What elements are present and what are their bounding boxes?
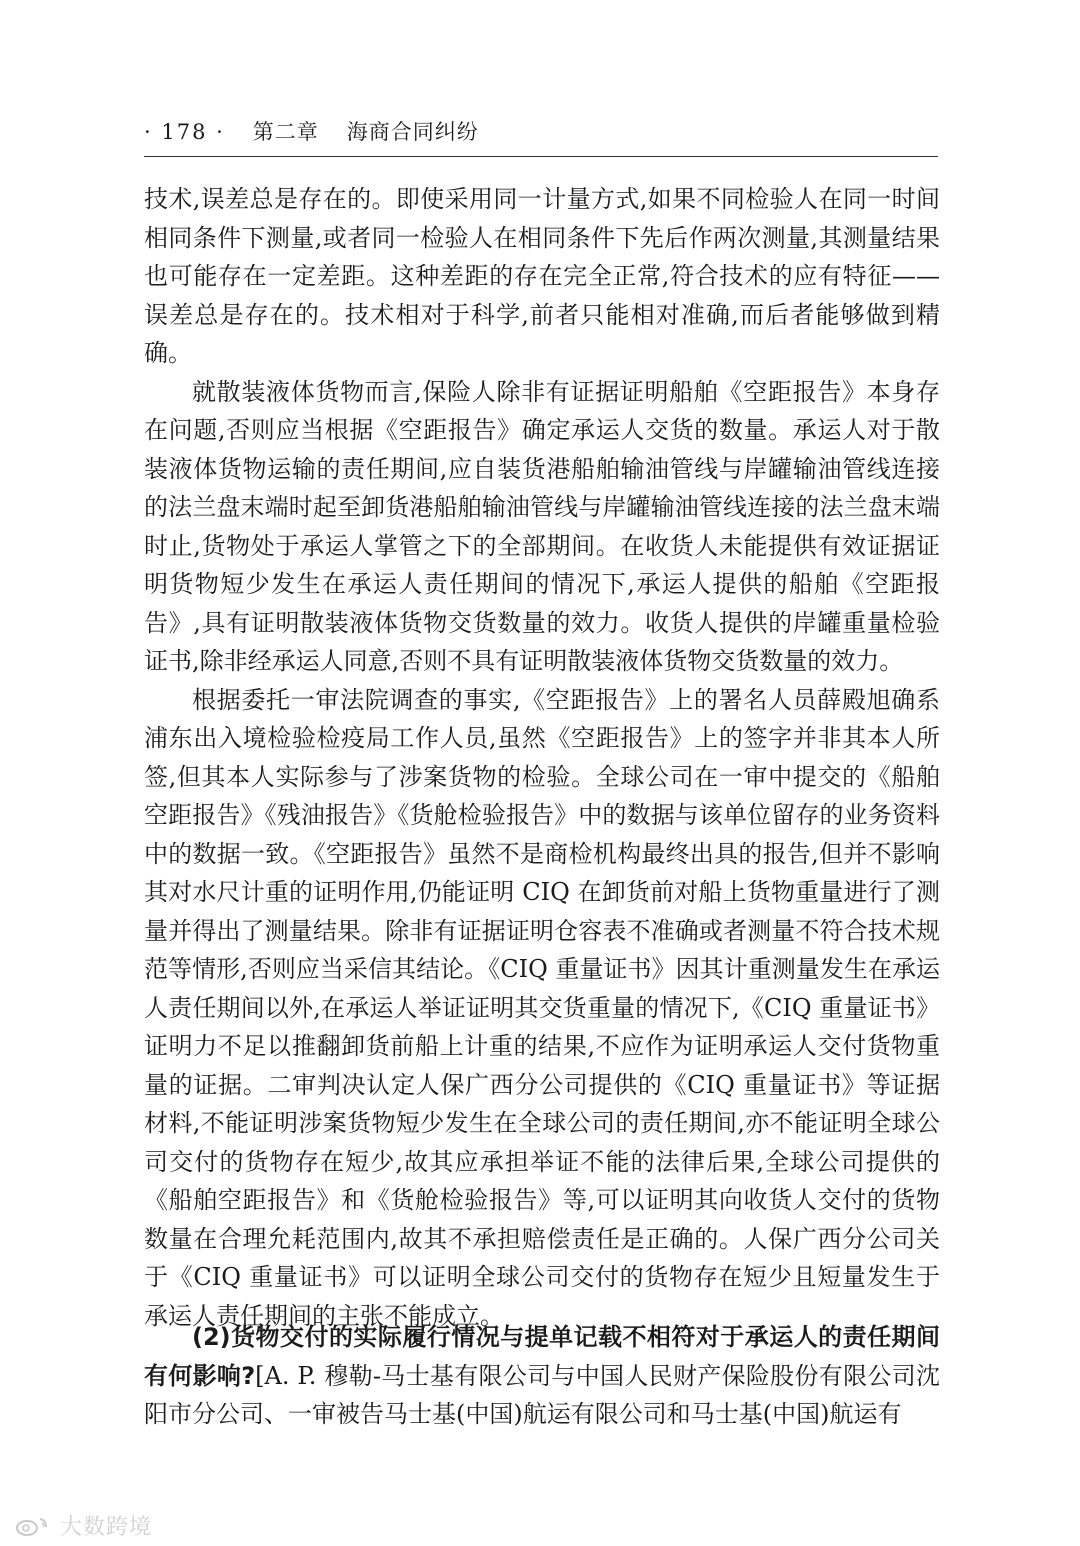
question-case-citation: [A. P. 穆勒-马士基有限公司与中国人民财产保险股份有限公司沈阳市分公司、一审被告马士基(中国)航运有限公司和马士基(中国)航运有 [144,1361,941,1428]
watermark [14,1510,152,1541]
watermark-text: 大数跨境 [60,1515,153,1540]
running-header [144,116,938,146]
question-heading: (2)货物交付的实际履行情况与提单记载不相符对于承运人的责任期间有何影响? [144,1323,940,1390]
question-paragraph [144,1318,940,1434]
paragraph-3: 根据委托一审法院调查的事实,《空距报告》上的署名人员薛殿旭确系浦东出入境检验检疫局工作人员,虽然《空距报告》上的签字并非其本人所签,但其本人实际参与了涉案货物的检验。全球公司在一审中提交的《船舶空距报告》《残油报告》《货舱检验报告》中的数据与该单位留存的业务资料中的数据一致。《空距报告》虽然不是商检机构最终出具的报告,但并不影响其对水尺计重的证明作用,仍能证明 CIQ 在卸货前对船上货物重量进行了测量并得出了测量结果。除非有证据证明仓容表不准确或者测量不符合技术规范等情形,否则应当采信其结论。《CIQ 重量证书》因其计重测量发生在承运人责任期间以外,在承运人举证证明其交货重量的情况下,《CIQ 重量证书》证明力不足以推翻卸货前船上计重的结果,不应作为证明承运人交付货物重量的证据。二审判决认定人保广西分公司提供的《CIQ 重量证书》等证据材料,不能证明涉案货物短少发生在全球公司的责任期间,亦不能证明全球公司交付的货物存在短少,故其应承担举证不能的法律后果,全球公司提供的《船舶空距报告》和《货舱检验报告》等,可以证明其向收货人交付的货物数量在合理允耗范围内,故其不承担赔偿责任是正确的。人保广西分公司关于《CIQ 重量证书》可以证明全球公司交付的货物存在短少且短量发生于承运人责任期间的主张不能成立。 [144,685,940,1330]
body-text [144,180,940,1335]
page-number: · 178 · [144,120,225,144]
paragraph-2: 就散装液体货物而言,保险人除非有证据证明船舶《空距报告》本身存在问题,否则应当根据《空距报告》确定承运人交货的数量。承运人对于散装液体货物运输的责任期间,应自装货港船舶输油管线与岸罐输油管线连接的法兰盘末端时起至卸货港船舶输油管线与岸罐输油管线连接的法兰盘末端时止,货物处于承运人掌管之下的全部期间。在收货人未能提供有效证据证明货物短少发生在承运人责任期间的情况下,承运人提供的船舶《空距报告》,具有证明散装液体货物交货数量的效力。收货人提供的岸罐重量检验证书,除非经承运人同意,否则不具有证明散装液体货物交货数量的效力。 [144,377,940,675]
chapter-title: 海商合同纠纷 [346,120,479,144]
paragraph-1: 技术,误差总是存在的。即使采用同一计量方式,如果不同检验人在同一时间相同条件下测量,或者同一检验人在相同条件下先后作两次测量,其测量结果也可能存在一定差距。这种差距的存在完全正常,符合技术的应有特征——误差总是存在的。技术相对于科学,前者只能相对准确,而后者能够做到精确。 [144,185,940,367]
weibo-logo-icon [14,1515,54,1537]
header-rule [144,156,938,157]
chapter-label: 第二章 [252,120,319,144]
